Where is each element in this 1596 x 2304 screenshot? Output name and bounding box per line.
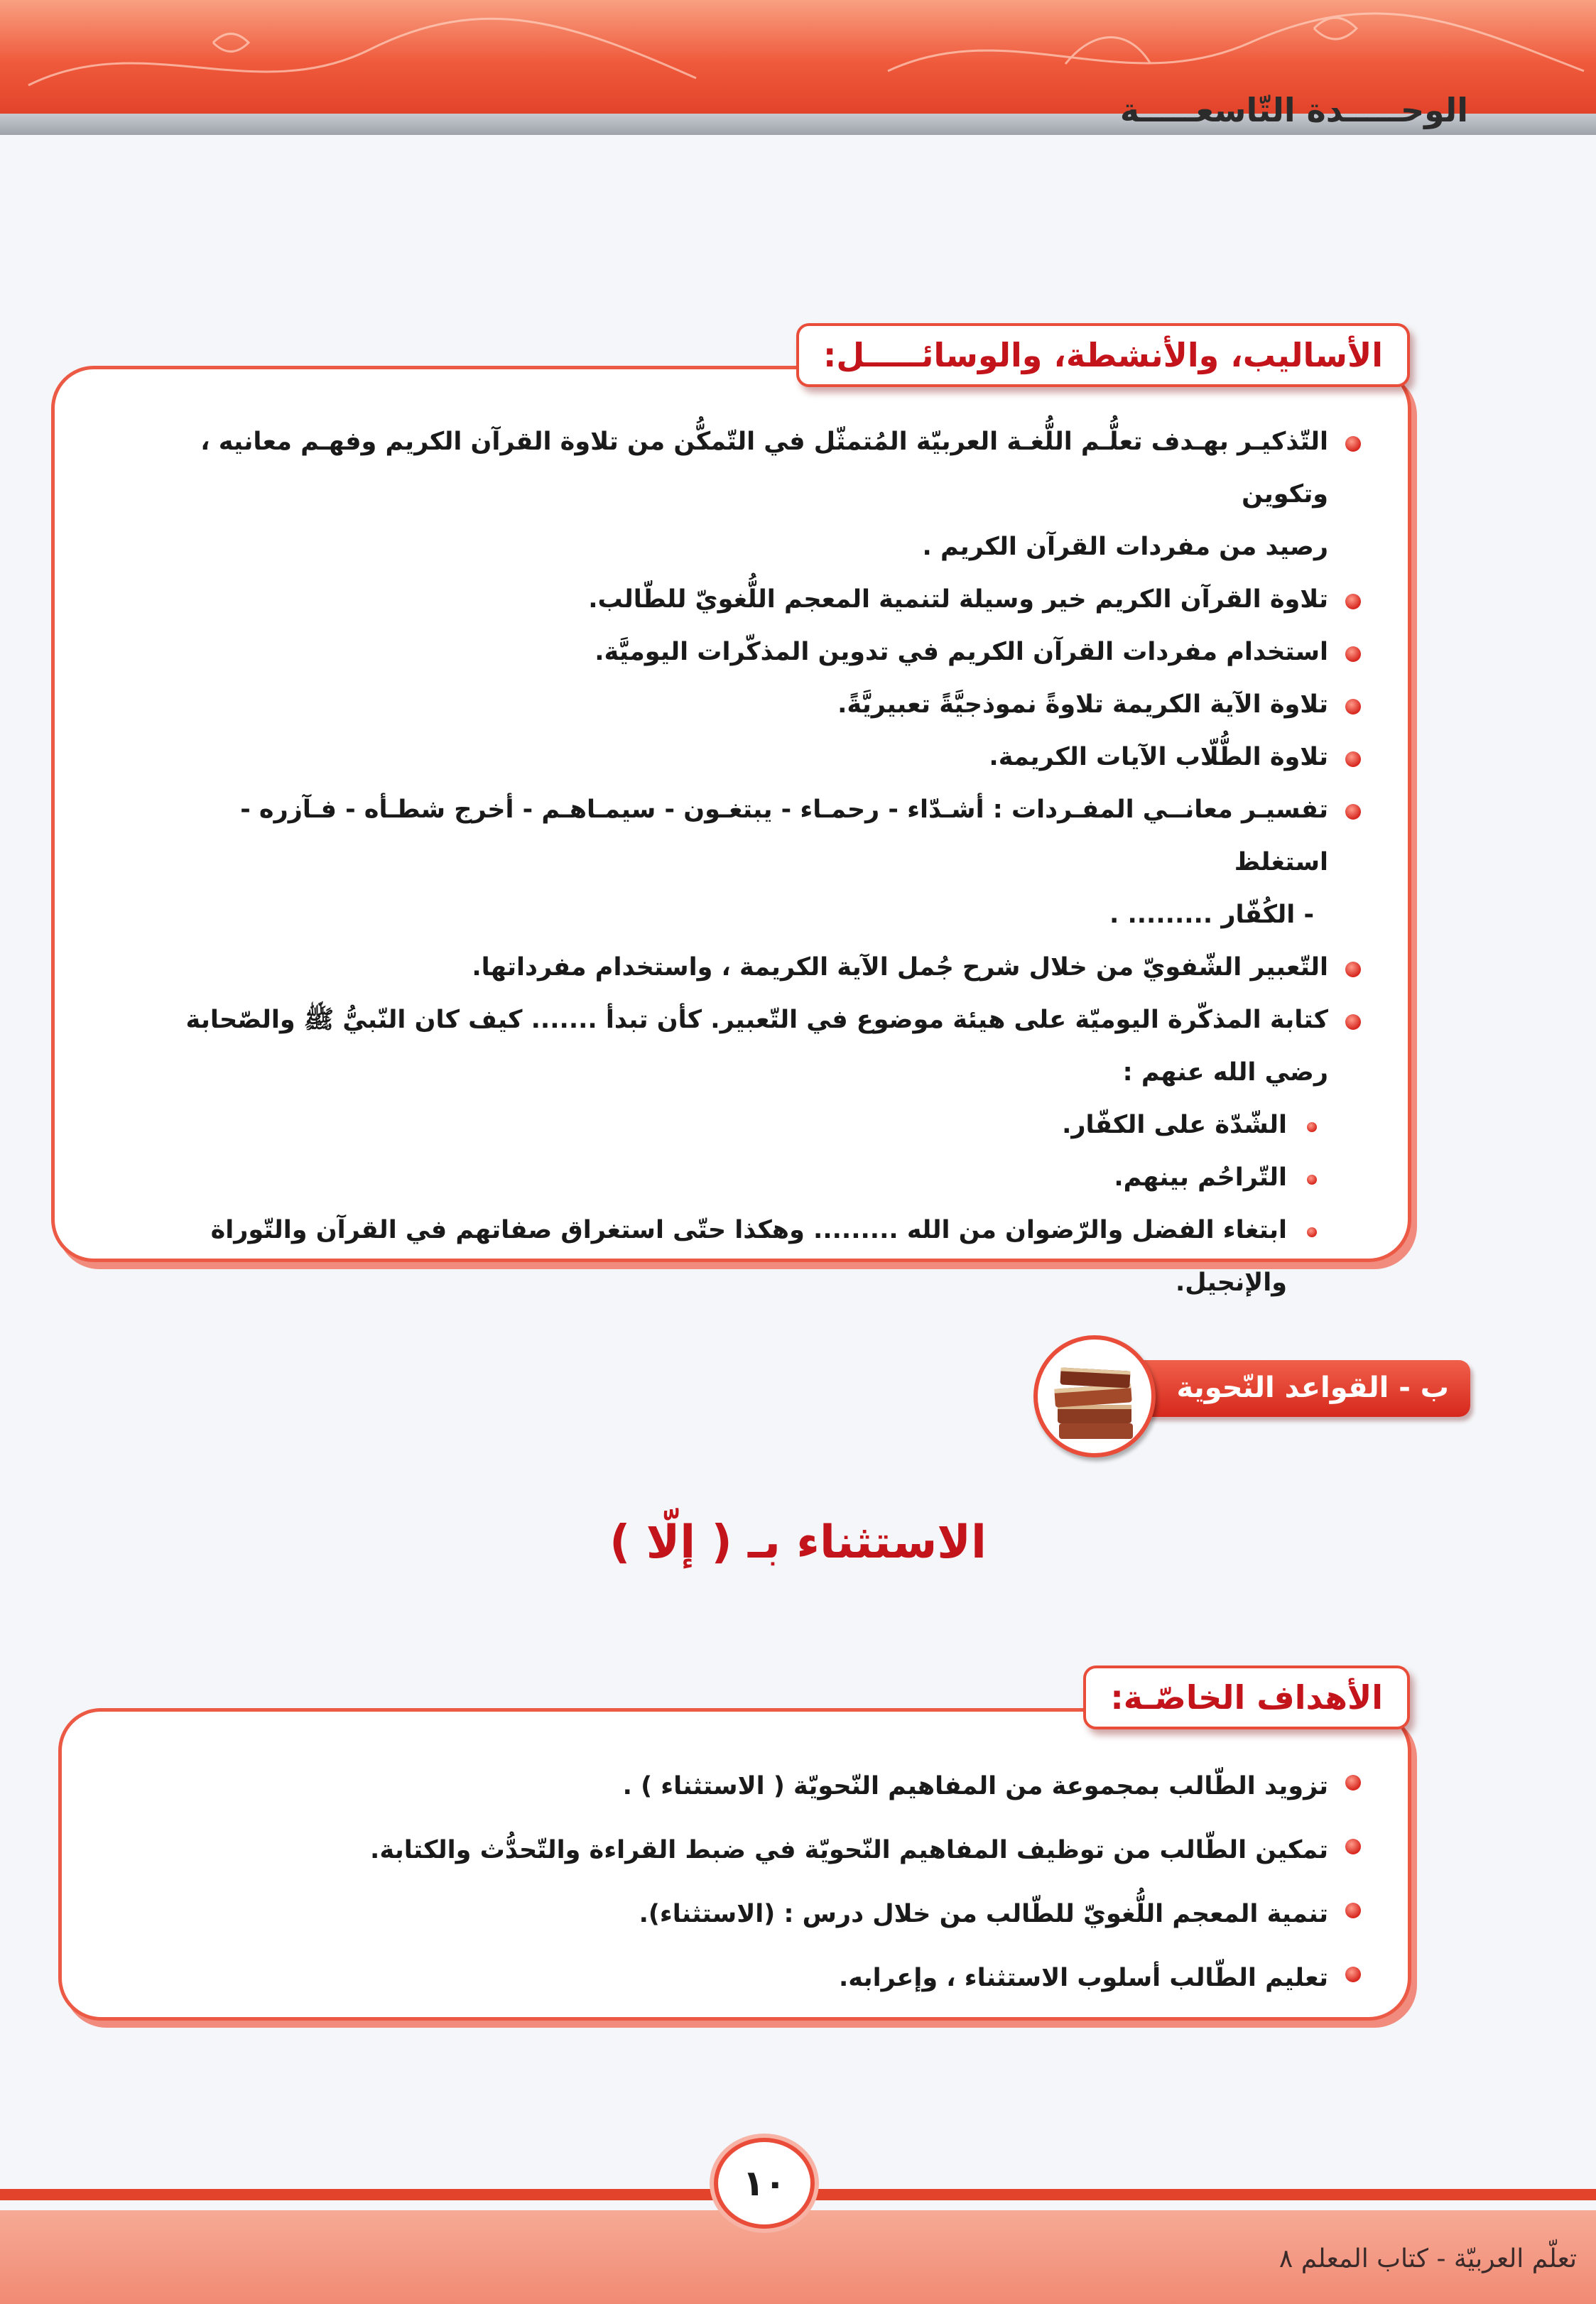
list-item	[143, 941, 1365, 994]
list-item-text: تلاوة القرآن الكريم خير وسيلة لتنمية المعجم اللُّغويّ للطّالب.	[588, 585, 1328, 614]
objective-item	[158, 1882, 1365, 1946]
sub-list-item	[143, 1099, 1365, 1151]
list-item-text: التّعبير الشّفويّ من خلال شرح جُمل الآية الكريمة ، واستخدام مفرداتها.	[472, 953, 1328, 982]
objective-text: تنمية المعجم اللُّغويّ للطّالب من خلال درس : (الاستثناء).	[639, 1900, 1328, 1928]
objective-text: تمكين الطّالب من توظيف المفاهيم النّحويّة في ضبط القراءة والتّحدُّث والكتابة.	[370, 1836, 1328, 1864]
page-number: ١٠	[714, 2138, 815, 2229]
list-item	[143, 994, 1365, 1099]
list-item-text: تلاوة الطُّلّاب الآيات الكريمة.	[989, 743, 1328, 771]
list-item	[143, 626, 1365, 678]
objective-item	[158, 1946, 1365, 2010]
methods-title: الأساليب، والأنشطة، والوسائـــــل:	[796, 323, 1410, 387]
list-item-continuation: - الكُفّار ......... .	[1109, 901, 1314, 929]
objectives-list	[158, 1754, 1365, 2010]
list-item	[143, 783, 1365, 941]
list-item-text: تفسيـر معانــي المفـردات : أشـدّاء - رحمـاء - يبتغـون - سيمـاهـم - أخرج شطـأه - فـآزره - استغلظ	[240, 795, 1328, 876]
unit-title: الوحـــــدة التّاسعـــــة	[1119, 91, 1468, 129]
sub-list-item-text: ابتغاء الفضل والرّضوان من الله ......... وهكذا حتّى استغراق صفاتهم في القرآن والتّوراة والإنجيل.	[210, 1216, 1287, 1297]
lesson-title: الاستثناء بـ ( إلّا )	[609, 1516, 987, 1569]
grammar-section-label: ب - القواعد النّحوية	[1176, 1371, 1449, 1404]
objective-text: تزويد الطّالب بمجموعة من المفاهيم النّحويّة ( الاستثناء ) .	[622, 1772, 1328, 1800]
objective-item	[158, 1818, 1365, 1882]
list-item-text: التّذكيـر بهـدف تعلُّـم اللُّغـة العربيّة المُتمثّل في التّمكُّن من تلاوة القرآن الكريم وفهـم معانيه ، وتكوين	[200, 428, 1328, 509]
list-item-text: تلاوة الآية الكريمة تلاوةً نموذجيَّةً تعبيريَّةً.	[837, 690, 1328, 719]
list-item-text: استخدام مفردات القرآن الكريم في تدوين المذكّرات اليوميَّة.	[595, 638, 1328, 666]
sub-list-item	[143, 1204, 1365, 1309]
book-title: تعلّم العربيّة - كتاب المعلم ٨	[1279, 2244, 1577, 2273]
list-item-continuation: رصيد من مفردات القرآن الكريم .	[922, 533, 1328, 561]
list-item	[143, 731, 1365, 783]
list-item	[143, 573, 1365, 626]
objectives-title: الأهداف الخاصّـة:	[1083, 1665, 1410, 1729]
objective-text: تعليم الطّالب أسلوب الاستثناء ، وإعرابه.	[839, 1964, 1328, 1992]
sub-list-item	[143, 1151, 1365, 1204]
list-item	[143, 415, 1365, 573]
list-item-text: كتابة المذكّرة اليوميّة على هيئة موضوع في التّعبير. كأن تبدأ ....... كيف كان النّبيُّ ﷺ والصّحابة رضي الله عنهم :	[185, 1006, 1328, 1087]
sub-list-item-text: الشّدّة على الكفّار.	[1062, 1111, 1287, 1139]
books-icon	[1033, 1335, 1156, 1457]
methods-list	[143, 415, 1365, 1309]
sub-list-item-text: التّراحُم بينهم.	[1114, 1163, 1287, 1192]
list-item	[143, 678, 1365, 731]
objective-item	[158, 1754, 1365, 1818]
grammar-section-header	[1122, 1360, 1470, 1417]
